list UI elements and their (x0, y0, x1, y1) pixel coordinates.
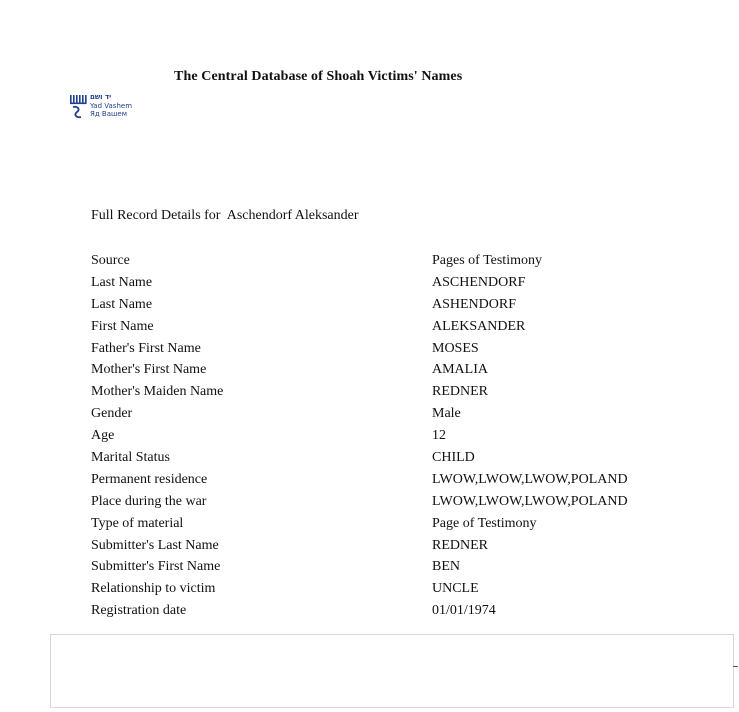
row-value: 12 (432, 428, 446, 444)
row-label: Type of material (91, 515, 184, 531)
row-label: Relationship to victim (91, 581, 216, 597)
row-value: BEN (432, 559, 460, 575)
row-label: First Name (91, 318, 154, 334)
record-row-last-name (91, 274, 691, 296)
footer-frame (50, 634, 734, 708)
row-value: LWOW,LWOW,LWOW,POLAND (432, 493, 628, 509)
menorah-icon (68, 93, 90, 123)
record-row-submitter-first-name (91, 558, 691, 580)
row-value: ASHENDORF (432, 296, 517, 312)
row-label: Marital Status (91, 450, 170, 466)
row-value: ASCHENDORF (432, 274, 526, 290)
logo-russian: Яд Вашем (90, 110, 128, 118)
record-row-permanent-residence (91, 471, 691, 493)
record-row-gender (91, 405, 691, 427)
row-label: Gender (91, 406, 133, 422)
row-label: Submitter's Last Name (91, 537, 219, 553)
record-row-relationship (91, 580, 691, 602)
record-row-source (91, 252, 691, 274)
record-heading (91, 208, 359, 224)
record-person-name: Aschendorf Aleksander (226, 208, 359, 223)
row-value: ALEKSANDER (432, 318, 526, 334)
record-row-mother-maiden-name (91, 383, 691, 405)
row-label: Source (91, 253, 130, 268)
row-value: Pages of Testimony (432, 253, 542, 268)
row-value: LWOW,LWOW,LWOW,POLAND (432, 471, 628, 487)
row-label: Last Name (91, 296, 153, 312)
record-heading-prefix: Full Record Details for (91, 208, 221, 223)
row-label: Mother's Maiden Name (91, 384, 224, 400)
page-title: The Central Database of Shoah Victims' Names (174, 69, 463, 84)
logo-english: Yad Vashem (90, 101, 133, 110)
row-value: CHILD (432, 450, 475, 466)
record-row-marital-status (91, 449, 691, 471)
record-row-mother-first-name (91, 361, 691, 383)
record-row-registration-date (91, 602, 691, 624)
record-row-age (91, 427, 691, 449)
record-details-table (91, 252, 691, 624)
yad-vashem-logo (68, 93, 140, 123)
record-row-first-name (91, 318, 691, 340)
row-value: Page of Testimony (432, 515, 537, 531)
row-value: Male (432, 406, 461, 422)
row-value: UNCLE (432, 581, 479, 597)
row-label: Mother's First Name (91, 362, 207, 378)
row-label: Last Name (91, 274, 153, 290)
row-value: 01/01/1974 (432, 603, 496, 619)
row-label: Place during the war (91, 493, 207, 509)
record-row-place-during-war (91, 493, 691, 515)
row-label: Submitter's First Name (91, 559, 221, 575)
record-row-type-of-material (91, 515, 691, 537)
row-value: REDNER (432, 537, 488, 553)
record-row-father-first-name (91, 340, 691, 362)
logo-text (90, 93, 132, 119)
row-value: REDNER (432, 384, 488, 400)
edge-mark (733, 666, 738, 667)
row-label: Age (91, 428, 115, 444)
row-label: Father's First Name (91, 340, 201, 356)
record-row-submitter-last-name (91, 537, 691, 559)
record-row-last-name-alt (91, 296, 691, 318)
row-value: MOSES (432, 340, 479, 356)
row-label: Permanent residence (91, 471, 208, 487)
row-label: Registration date (91, 603, 187, 619)
logo-hebrew: יד ושם (90, 93, 112, 101)
row-value: AMALIA (432, 362, 488, 378)
